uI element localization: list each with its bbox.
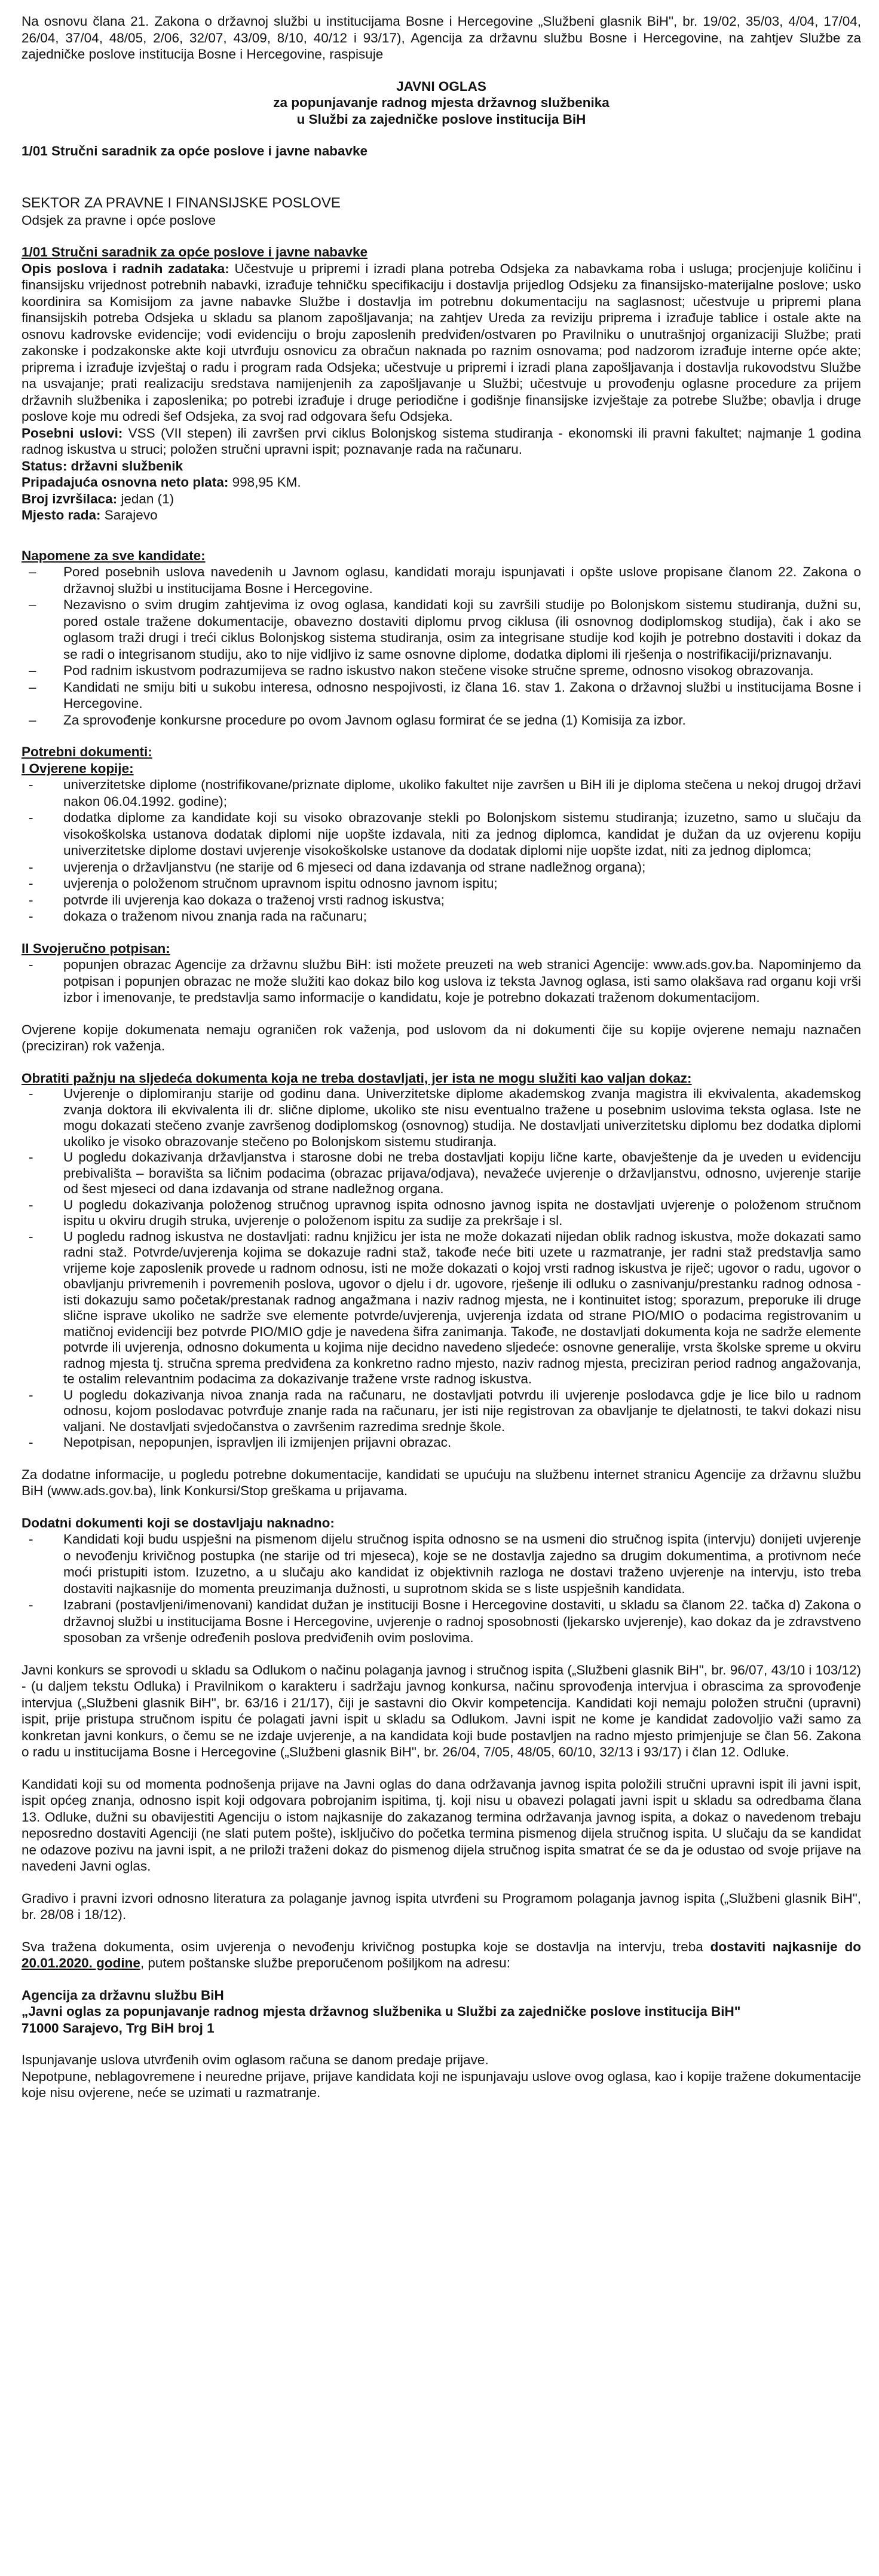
list-item: – Pored posebnih uslova navedenih u Javnom oglasu, kandidati moraju ispunjavati i opšte uslove propisane članom 22. Zakona o državnoj službi u institucijama Bosne i Hercegovine. (63, 564, 861, 597)
list-item: - popunjen obrazac Agencije za državnu službu BiH: isti možete preuzeti na web stranici Agencije: www.ads.gov.ba. Napominjemo da potpisan i popunjen obrazac ne može služiti kao dokaz bilo kog uslova iz teksta Javnog oglasa, isti samo olakšava rad organu koji vrši izbor i imenovanje, te predstavlja samo informacije o kandidatu, koje je potrebno dokazati traženom dokumentacijom. (63, 957, 861, 1006)
signed-form-title: II Svojeručno potpisan: (22, 940, 170, 956)
deadline-paragraph (22, 1939, 861, 1972)
position-status: Status: državni službenik (22, 458, 183, 473)
list-item: - Uvjerenje o diplomiranju starije od godinu dana. Univerzitetske diplome akademskog zvanja magistra ili ekvivalenta, akademskog zvanja doktora ili ekvivalenta ili dr. slične diplome, ukoliko ste nisu eventualno tražene u posebnim uslovima teksta oglasa. Iste ne mogu dokazati stečeno zvanje završenog dodiplomskog (osnovnog) studija. Ne dostavljati univerzitetsku diplomu bez dodatka diplomi ukoliko je visoko obrazovanje stečeno po Bolonjskom sistemu studiranja. (63, 1086, 861, 1150)
list-item: – Za sprovođenje konkursne procedure po ovom Javnom oglasu formirat će se jedna (1) Komisija za izbor. (63, 712, 861, 729)
salary-label: Pripadajuća osnovna neto plata: (22, 475, 229, 490)
address-line-3: 71000 Sarajevo, Trg BiH broj 1 (22, 2020, 215, 2036)
list-item: - Izabrani (postavljeni/imenovani) kandidat dužan je instituciji Bosne i Hercegovine dostaviti, u skladu sa članom 22. tačka d) Zakona o državnoj službi u institucijama Bosne i Hercegovine, uvjerenje o radnoj sposobnosti (ljekarsko uvjerenje), kao dokaz da je zdravstveno sposoban za vršenje određenih poslova predviđenih ovim poslovima. (63, 1597, 861, 1646)
list-item: - U pogledu dokazivanja državljanstva i starosne dobi ne treba dostavljati kopiju lične karte, obavještenje da je uveden u evidenciju prebivališta – boravišta sa ličnim podacima (obrazac prijava/odjava), nevažeće uvjerenje o državljanstvu, odnosno, uvjerenje starije od šest mjeseci od dana izdavanja od strane nadležnog organa. (63, 1150, 861, 1197)
list-item: - U pogledu radnog iskustva ne dostavljati: radnu knjižicu jer ista ne može dokazati nijedan oblik radnog iskustva, može dokazati samo radni staž. Potvrde/uvjerenja kojima se dokazuje radni staž, takođe neće biti uzete u razmatranje, jer radni staž predstavlja samo vrijeme koje zaposlenik provede u radnom odnosu, isti ne može dokazati o kojoj vrsti radnog iskustva je riječ; ugovor o radu, ugovor o obavljanju privremenih i povremenih poslova, ugovor o djelu i dr. ugovore, rješenje ili odluku o zasnivanju/prestanku radnog odnosa - isti dokazuju samo početak/prestanak radnog angažmana i naziv radnog mjesta, ne i kontinuitet istog; sporazum, preporuke ili druge slične isprave ukoliko ne sadrže sve elemente potvrde/uvjerenja, uvjerenja izdata od strane PIO/MIO o podacima registrovanim u matičnoj evidenciji bez potvrde PIO/MIO gdje je navedena šifra zanimanja. Takođe, ne dostavljati dokumenta koja ne sadrže elemente potvrde ili uvjerenja, odnosno dokumenta u kojima nije decidno navedeno sljedeće: osnovne generalije, vrsta školske spreme u okviru radnog mjesta tj. stručna sprema predviđena za konkretno radno mjesto, naziv radnog mjesta, preciziran period radnog angažovanja, te ostalim relevantnim podacima za dokazivanje tražene vrste radnog iskustva. (63, 1229, 861, 1388)
closing-line-2: Nepotpune, neblagovremene i neuredne prijave, prijave kandidata koji ne ispunjavaju uslove ovog oglasa, kao i kopije tražene dokumentacije koje nisu ovjerene, neće se uzimati u razmatranje. (22, 2068, 861, 2100)
list-item: - Kandidati koji budu uspješni na pismenom dijelu stručnog ispita odnosno se na usmeni dio stručnog ispita (intervju) donijeti uvjerenje o nevođenju krivičnog postupka (ne starije od tri mjeseca), koje se ne dostavlja zajedno sa drugim dokumentima, a protivnom neće moći pristupiti istom. Izuzetno, a u slučaju ako kandidat iz objektivnih razloga ne dostavi traženo uvjerenje na intervju, isto treba dostaviti najkasnije do momenta preuzimanja dužnosti, u suprotnom skida se s liste uspješnih kandidata. (63, 1531, 861, 1597)
list-item: - Nepotpisan, nepopunjen, ispravljen ili izmijenjen prijavni obrazac. (63, 1435, 861, 1451)
validity-note: Ovjerene kopije dokumenata nemaju ograničen rok važenja, pod uslovom da ni dokumenti čije su kopije ovjerene nemaju naznačen (preciziran) rok važenja. (22, 1022, 861, 1053)
deadline-text: Sva tražena dokumenta, osim uvjerenja o nevođenju krivičnog postupka koje se dostavlja na intervju, treba (22, 1939, 710, 1954)
closing-line-1: Ispunjavanje uslova utvrđenih ovim oglasom računa se danom predaje prijave. (22, 2052, 489, 2067)
count-value: jedan (1) (117, 491, 174, 506)
sector-name: SEKTOR ZA PRAVNE I FINANSIJSKE POSLOVE (22, 194, 341, 211)
additional-docs-list (22, 1531, 861, 1646)
additional-docs-title: Dodatni dokumenti koji se dostavljaju naknadno: (22, 1515, 335, 1530)
literature-paragraph: Gradivo i pravni izvori odnosno literatura za polaganje javnog ispita utvrđeni su Programom polaganja javnog ispita („Službeni glasnik BiH", br. 28/08 i 18/12). (22, 1890, 861, 1922)
announcement-subtitle-1: za popunjavanje radnog mjesta državnog službenika (273, 95, 610, 110)
deadline-date: 20.01.2020. godine (22, 1955, 140, 1970)
duties-text: Učestvuje u pripremi i izradi plana potreba Odsjeka za nabavkama roba i usluga; procjenjuje količinu i finansijsku vrijednost potrebnih nabavki, izrađuje tehničku specifikaciju i dostavlja prijedlog Odsjeku za finansijsko-materijalne poslove; usko koordinira sa Komisijom za javne nabavke Službe i dostavlja im potrebnu dokumentaciju na saglasnost; učestvuje u pripremi plana finansijskih potreba Odsjeka u skladu sa planom zapošljavanja; na zahtjev Ureda za reviziju priprema i izrađuje tablice i ostale akte na osnovu kadrovske evidencije; vodi evidenciju o broju zaposlenih predviđen/ostvaren po Pravilniku o unutrašnjoj organizaciji Službe; prati zakonske i podzakonske akte koji utvrđuju osnovicu za obračun naknada po raznim osnovama; pod nadzorom izrađuje interne opće akte; priprema i izrađuje izvještaj o radu i program rada Odsjeka; učestvuje u pripremi i izradi plana zapošljavanja i dostavlja rukovodstvu Službe na usvajanje; prati realizaciju sredstava namijenjenih za zapošljavanje u Službi; učestvuje u provođenju oglasne procedure za prijem državnih službenika i zaposlenika; po potrebi izrađuje i druge periodične i godišnje finansijske izvještaje za potrebe Službe; obavlja i druge poslove koje mu odredi šef Odsjeka, za svoj rad odgovara šefu Odsjeka. (22, 261, 861, 424)
position-reference: 1/01 Stručni saradnik za opće poslove i javne nabavke (22, 143, 368, 158)
announcement-subtitle-2: u Službi za zajedničke poslove institucija BiH (296, 111, 586, 127)
notes-list (22, 564, 861, 728)
certified-copies-title: I Ovjerene kopije: (22, 760, 134, 776)
documents-title: Potrebni dokumenti: (22, 744, 152, 759)
duties-label: Opis poslova i radnih zadataka: (22, 261, 229, 276)
deadline-after: , putem poštanske službe preporučenom pošiljkom na adresu: (140, 1955, 510, 1970)
list-item: - U pogledu dokazivanja položenog stručnog upravnog ispita odnosno javnog ispita ne dostavljati uvjerenje o položenom stručnom ispitu u okviru drugih struka, uvjerenje o položenom ispitu za sudije za prekršaje i sl. (63, 1197, 861, 1229)
position-count (22, 491, 861, 508)
more-info-paragraph: Za dodatne informacije, u pogledu potrebne dokumentacije, kandidati se upućuju na službenu internet stranicu Agencije za državnu službu BiH (www.ads.gov.ba), link Konkursi/Stop greškama u prijavama. (22, 1466, 861, 1498)
announcement-title: JAVNI OGLAS (396, 78, 486, 94)
requirements-text: VSS (VII stepen) ili završen prvi ciklus Bolonjskog sistema studiranja - ekonomski ili pravni fakultet; najmanje 1 godina radnog iskustva u struci; položen stručni upravni ispit; poznavanje rada na računaru. (22, 425, 861, 457)
list-item: – Nezavisno o svim drugim zahtjevima iz ovog oglasa, kandidati koji su završili studije po Bolonjskom sistemu studiranja, dužni su, pored ostale tražene dokumentacije, obavezno dostaviti diplomu prvog ciklusa (ili osnovnog dodiplomskog studija), čak i ako se oglasom traži drugi i treći ciklus Bolonjskog sistema studiranja, osim za integrisane studije kod kojih je potrebno dostaviti i dokaz da se radi o integrisanom studiju, ako to nije vidljivo iz same osnovne diplome, dodatka diplomi ili rješenja o nostrifikaciji/priznavanju. (63, 597, 861, 662)
list-item: - potvrde ili uvjerenja kao dokaza o traženoj vrsti radnog iskustva; (63, 892, 861, 909)
location-value: Sarajevo (100, 508, 158, 522)
public-exam-paragraph: Javni konkurs se sprovodi u skladu sa Odlukom o načinu polaganja javnog i stručnog ispita („Službeni glasnik BiH", br. 96/07, 43/10 i 103/12) - (u daljem tekstu Odluka) i Pravilnikom o karakteru i sadržaju javnog konkursa, načinu sprovođenja intervjua i obrascima za sprovođenje intervjua („Službeni glasnik BiH", br. 63/16 i 21/17), čiji je sastavni dio Okvir kompetencija. Kandidati koji nemaju položen stručni (upravni) ispit, prije pristupa stručnom ispitu će polagati javni ispit u skladu sa Odlukom. Javni ispit ne kome je kandidat zadovoljio važi samo za konkretan javni konkurs, o čemu se ne izdaje uvjerenje, a na kandidata koji bude postavljen na radno mjesto primjenjuje se član 56. Zakona o radu u institucijama Bosne i Hercegovine („Službeni glasnik BiH", br. 26/04, 7/05, 48/05, 60/10, 32/13 i 93/17) i član 12. Odluke. (22, 1662, 861, 1759)
location-label: Mjesto rada: (22, 508, 101, 522)
list-item: - dodatka diplome za kandidate koji su visoko obrazovanje stekli po Bolonjskom sistemu studiranja; izuzetno, samo u slučaju da visokoškolska ustanova dodatak diplomi nije uopšte izdavala, niti za jednog diplomca, kandidat je dužan da uz ovjerenu kopiju univerzitetske diplome dostavi uvjerenje visokoškolske ustanove da dodatak diplomi nije uopšte izdat, niti za jednog diplomca; (63, 809, 861, 859)
list-item: - univerzitetske diplome (nostrifikovane/priznate diplome, ukoliko fakultet nije završen u BiH ili je diploma stečena u nekoj drugoj državi nakon 06.04.1992. godine); (63, 777, 861, 809)
list-item: – Pod radnim iskustvom podrazumijeva se radno iskustvo nakon stečene visoke stručne spreme, odnosno visokog obrazovanja. (63, 662, 861, 679)
requirements-label: Posebni uslovi: (22, 425, 123, 441)
count-label: Broj izvršilaca: (22, 491, 118, 506)
deadline-bold: dostaviti najkasnije do (710, 1939, 861, 1954)
certified-copies-list (22, 777, 861, 925)
attention-title: Obratiti pažnju na sljedeća dokumenta koja ne treba dostavljati, jer ista ne mogu služiti kao valjan dokaz: (22, 1070, 692, 1086)
salary-value: 998,95 KM. (228, 475, 301, 490)
signed-form-list (22, 957, 861, 1006)
list-item: - uvjerenja o državljanstvu (ne starije od 6 mjeseci od dana izdavanja od strane nadležnog organa); (63, 859, 861, 876)
address-line-2: „Javni oglas za popunjavanje radnog mjesta državnog službenika u Službi za zajedničke poslove institucija BiH" (22, 2004, 741, 2019)
address-line-1: Agencija za državnu službu BiH (22, 1987, 224, 2003)
position-location (22, 507, 861, 524)
attention-list (22, 1086, 861, 1451)
position-duties (22, 261, 861, 425)
list-item: – Kandidati ne smiju biti u sukobu interesa, odnosno nespojivosti, iz člana 16. stav 1. Zakona o državnoj službi u institucijama Bosne i Hercegovine. (63, 679, 861, 712)
exam-notice-paragraph: Kandidati koji su od momenta podnošenja prijave na Javni oglas do dana održavanja javnog ispita položili stručni upravni ispit ili javni ispit, ispit općeg znanja, odnosno ispit koji odgovara pobrojanim ispitima, tj. koji nisu u obavezi polagati javni ispit u skladu sa odredbama člana 13. Odluke, dužni su obavijestiti Agenciju o istom najkasnije do zakazanog termina održavanja javnog ispita, a dokaz o navedenom trebaju neposredno dostaviti Agenciji (ne slati putem pošte), isključivo do početka termina pismenog dijela stručnog ispita. U slučaju da se kandidat ne odazove pozivu na javni ispit, a ne priloži traženi dokaz do pismenog dijela stručnog ispita smatrat će se da je odustao od svoje prijave na navedeni Javni oglas. (22, 1776, 861, 1874)
position-salary (22, 474, 861, 491)
position-title: 1/01 Stručni saradnik za opće poslove i javne nabavke (22, 245, 368, 259)
list-item: - uvjerenja o položenom stručnom upravnom ispitu odnosno javnom ispitu; (63, 875, 861, 892)
intro-paragraph: Na osnovu člana 21. Zakona o državnoj službi u institucijama Bosne i Hercegovine „Službeni glasnik BiH", br. 19/02, 35/03, 4/04, 17/04, 26/04, 37/04, 48/05, 2/06, 32/07, 43/09, 8/10, 40/12 i 93/17), Agencija za državnu službu Bosne i Hercegovine, na zahtjev Službe za zajedničke poslove institucija Bosne i Hercegovine, raspisuje (22, 14, 861, 62)
position-requirements (22, 425, 861, 458)
list-item: - dokaza o traženom nivou znanja rada na računaru; (63, 908, 861, 925)
list-item: - U pogledu dokazivanja nivoa znanja rada na računaru, ne dostavljati potvrdu ili uvjerenje poslodavca gdje je lice bilo u radnom odnosu, kojom poslodavac potvrđuje znanje rada na računaru, jer isti nije registrovan za obavljanje te djelatnosti, te takvi dokazi nisu valjani. Ne dostavljati svjedočanstva o završenim razredima srednje škole. (63, 1388, 861, 1435)
department-name: Odsjek za pravne i opće poslove (22, 212, 216, 228)
notes-title: Napomene za sve kandidate: (22, 548, 206, 563)
